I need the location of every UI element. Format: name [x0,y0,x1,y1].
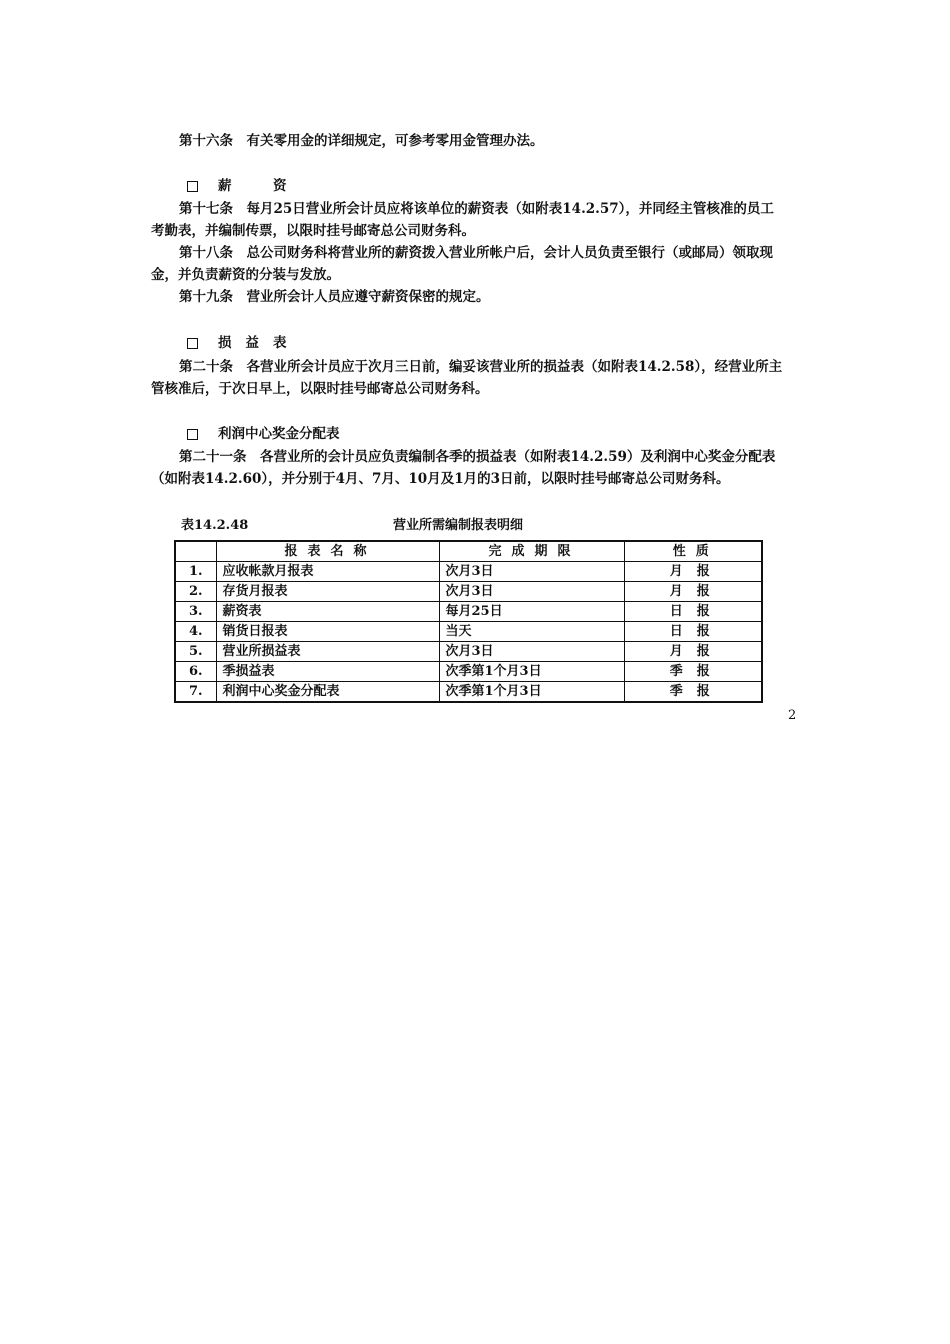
section-heading-salary: 薪 资 [187,176,301,196]
table-title: 营业所需编制报表明细 [393,518,524,533]
table-row: 6. 季损益表 次季第1个月3日 季报 [175,662,762,682]
article-21: 第二十一条 各营业所的会计员应负责编制各季的损益表（如附表14.2.59）及利润中心奖金分配表（如附表14.2.60），并分别于4月、7月、10月及1月的3日前，以限时挂号邮寄总公司财务科。 [151,449,776,487]
article-20: 第二十条 各营业所会计员应于次月三日前，编妥该营业所的损益表（如附表14.2.58），经营业所主管核准后，于次日早上，以限时挂号邮寄总公司财务科。 [151,359,783,397]
table-header-row [175,541,762,562]
article-16: 第十六条 有关零用金的详细规定，可参考零用金管理办法。 [179,133,544,149]
article-17: 第十七条 每月25日营业所会计员应将该单位的薪资表（如附表14.2.57），并同经主管核准的员工考勤表，并编制传票，以限时挂号邮寄总公司财务科。 [151,201,774,239]
checkbox-square-icon [187,181,198,192]
reports-table [174,540,763,703]
header-nature: 性质 [624,541,762,562]
checkbox-square-icon [187,429,198,440]
table-row: 7. 利润中心奖金分配表 次季第1个月3日 季报 [175,682,762,703]
article-18: 第十八条 总公司财务科将营业所的薪资拨入营业所帐户后，会计人员负责至银行（或邮局）领取现金，并负责薪资的分装与发放。 [151,245,773,283]
table-row: 3. 薪资表 每月25日 日报 [175,602,762,622]
article-19: 第十九条 营业所会计人员应遵守薪资保密的规定。 [179,289,490,305]
checkbox-square-icon [187,338,198,349]
header-number [175,541,216,562]
header-deadline: 完成期限 [439,541,624,562]
table-number: 表14.2.48 [181,518,249,533]
table-row: 1. 应收帐款月报表 次月3日 月报 [175,562,762,582]
table-row: 2. 存货月报表 次月3日 月报 [175,582,762,602]
section-heading-bonus: 利润中心奖金分配表 [187,424,340,444]
table-row: 4. 销货日报表 当天 日报 [175,622,762,642]
section-heading-pnl: 损益表 [187,333,301,353]
page-number: 2 [788,708,797,723]
table-row: 5. 营业所损益表 次月3日 月报 [175,642,762,662]
header-report-name: 报表名称 [216,541,439,562]
